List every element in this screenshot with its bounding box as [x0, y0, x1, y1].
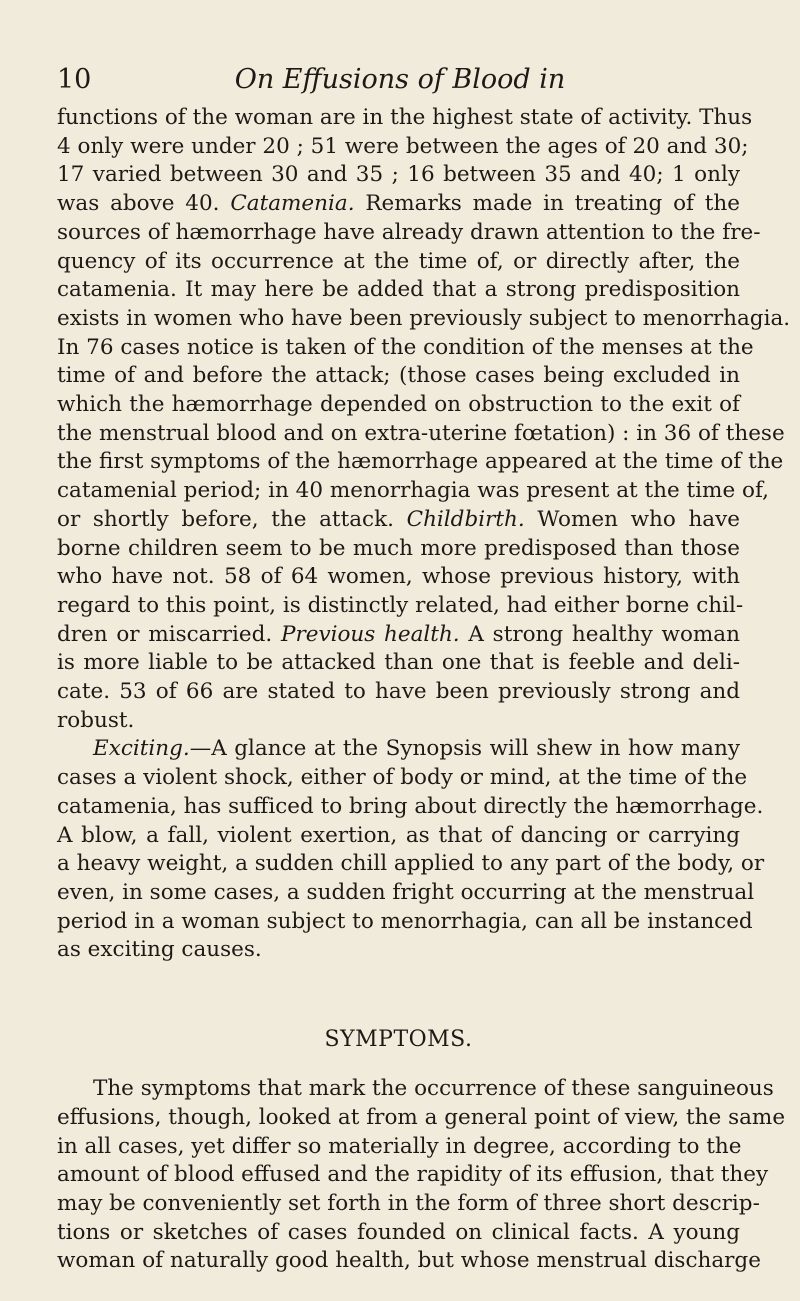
text-line: quency of its occurrence at the time of, or directly after, the: [57, 248, 740, 274]
text-line: A blow, a fall, violent exertion, as that of dancing or carrying: [57, 822, 740, 848]
text-line: 4 only were under 20 ; 51 were between the ages of 20 and 30;: [57, 133, 749, 159]
paragraph-symptoms: [57, 1075, 786, 1276]
text-line: borne children seem to be much more predisposed than those: [57, 535, 740, 561]
text-line: period in a woman subject to menorrhagia, can all be instanced: [57, 908, 753, 934]
section-heading: SYMPTOMS.: [324, 1027, 473, 1053]
text-line: [57, 506, 740, 535]
text-line: cases a violent shock, either of body or mind, at the time of the: [57, 765, 748, 791]
text-line: robust.: [57, 707, 135, 733]
text-line: which the hæmorrhage depended on obstruction to the exit of: [57, 392, 740, 418]
running-head: [0, 62, 800, 98]
running-title: On Effusions of Blood in: [234, 64, 566, 95]
text-line: 17 varied between 30 and 35 ; 16 between 35 and 40; 1 only: [57, 162, 740, 188]
text-line: time of and before the attack; (those cases being excluded in: [57, 363, 740, 389]
childbirth-side-heading: Childbirth.: [406, 506, 525, 532]
text-line: [57, 190, 740, 219]
text-run: A strong healthy woman: [468, 621, 740, 647]
text-line: functions of the woman are in the highest state of activity. Thus: [57, 105, 753, 130]
catamenia-side-heading: Catamenia.: [230, 191, 355, 217]
text-run: was above 40.: [57, 191, 220, 217]
text-line: exists in women who have been previously subject to menorrhagia.: [57, 305, 791, 331]
text-line: The symptoms that mark the occurrence of these sanguineous: [93, 1076, 774, 1102]
text-line: a heavy weight, a sudden chill applied to any part of the body, or: [57, 851, 765, 877]
paragraph-exciting: [57, 735, 765, 965]
text-line: cate. 53 of 66 are stated to have been previously strong and: [57, 679, 740, 705]
text-line: who have not. 58 of 64 women, whose previous history, with: [57, 564, 740, 590]
text-line: regard to this point, is distinctly related, had either borne chil-: [57, 592, 744, 618]
text-run: —A glance at the Synopsis will shew in how many: [189, 736, 740, 762]
text-line: sources of hæmorrhage have already drawn attention to the fre-: [57, 219, 761, 245]
previous-health-side-heading: Previous health.: [280, 621, 460, 647]
text-line: is more liable to be attacked than one that is feeble and deli-: [57, 650, 740, 676]
text-line: woman of naturally good health, but whose menstrual discharge: [57, 1248, 761, 1274]
text-line: [57, 735, 740, 764]
text-line: In 76 cases notice is taken of the condition of the menses at the: [57, 334, 754, 360]
page-number: 10: [57, 64, 92, 95]
exciting-side-heading: Exciting.: [93, 736, 190, 762]
paragraph-causes: [57, 104, 791, 735]
text-line: catamenia, has sufficed to bring about directly the hæmorrhage.: [57, 793, 764, 819]
text-line: amount of blood effused and the rapidity of its effusion, that they: [57, 1162, 769, 1188]
text-line: catamenia. It may here be added that a strong predisposition: [57, 277, 740, 303]
text-line: in all cases, yet differ so materially in degree, according to the: [57, 1133, 742, 1159]
body-text: [57, 104, 791, 1276]
text-line: [57, 621, 740, 650]
text-run: dren or miscarried.: [57, 621, 273, 647]
text-line: effusions, though, looked at from a general point of view, the same: [57, 1104, 786, 1130]
text-line: may be conveniently set forth in the form of three short descrip-: [57, 1190, 760, 1216]
text-line: tions or sketches of cases founded on clinical facts. A young: [57, 1219, 740, 1245]
text-run: Women who have: [537, 506, 740, 532]
text-run: or shortly before, the attack.: [57, 506, 394, 532]
text-line: as exciting causes.: [57, 937, 262, 963]
text-line: the menstrual blood and on extra-uterine fœtation) : in 36 of these: [57, 420, 785, 446]
text-line: the first symptoms of the hæmorrhage appeared at the time of the: [57, 449, 784, 475]
text-line: catamenial period; in 40 menorrhagia was present at the time of,: [57, 478, 769, 504]
text-run: Remarks made in treating of the: [365, 191, 741, 217]
text-line: even, in some cases, a sudden fright occurring at the menstrual: [57, 879, 755, 905]
